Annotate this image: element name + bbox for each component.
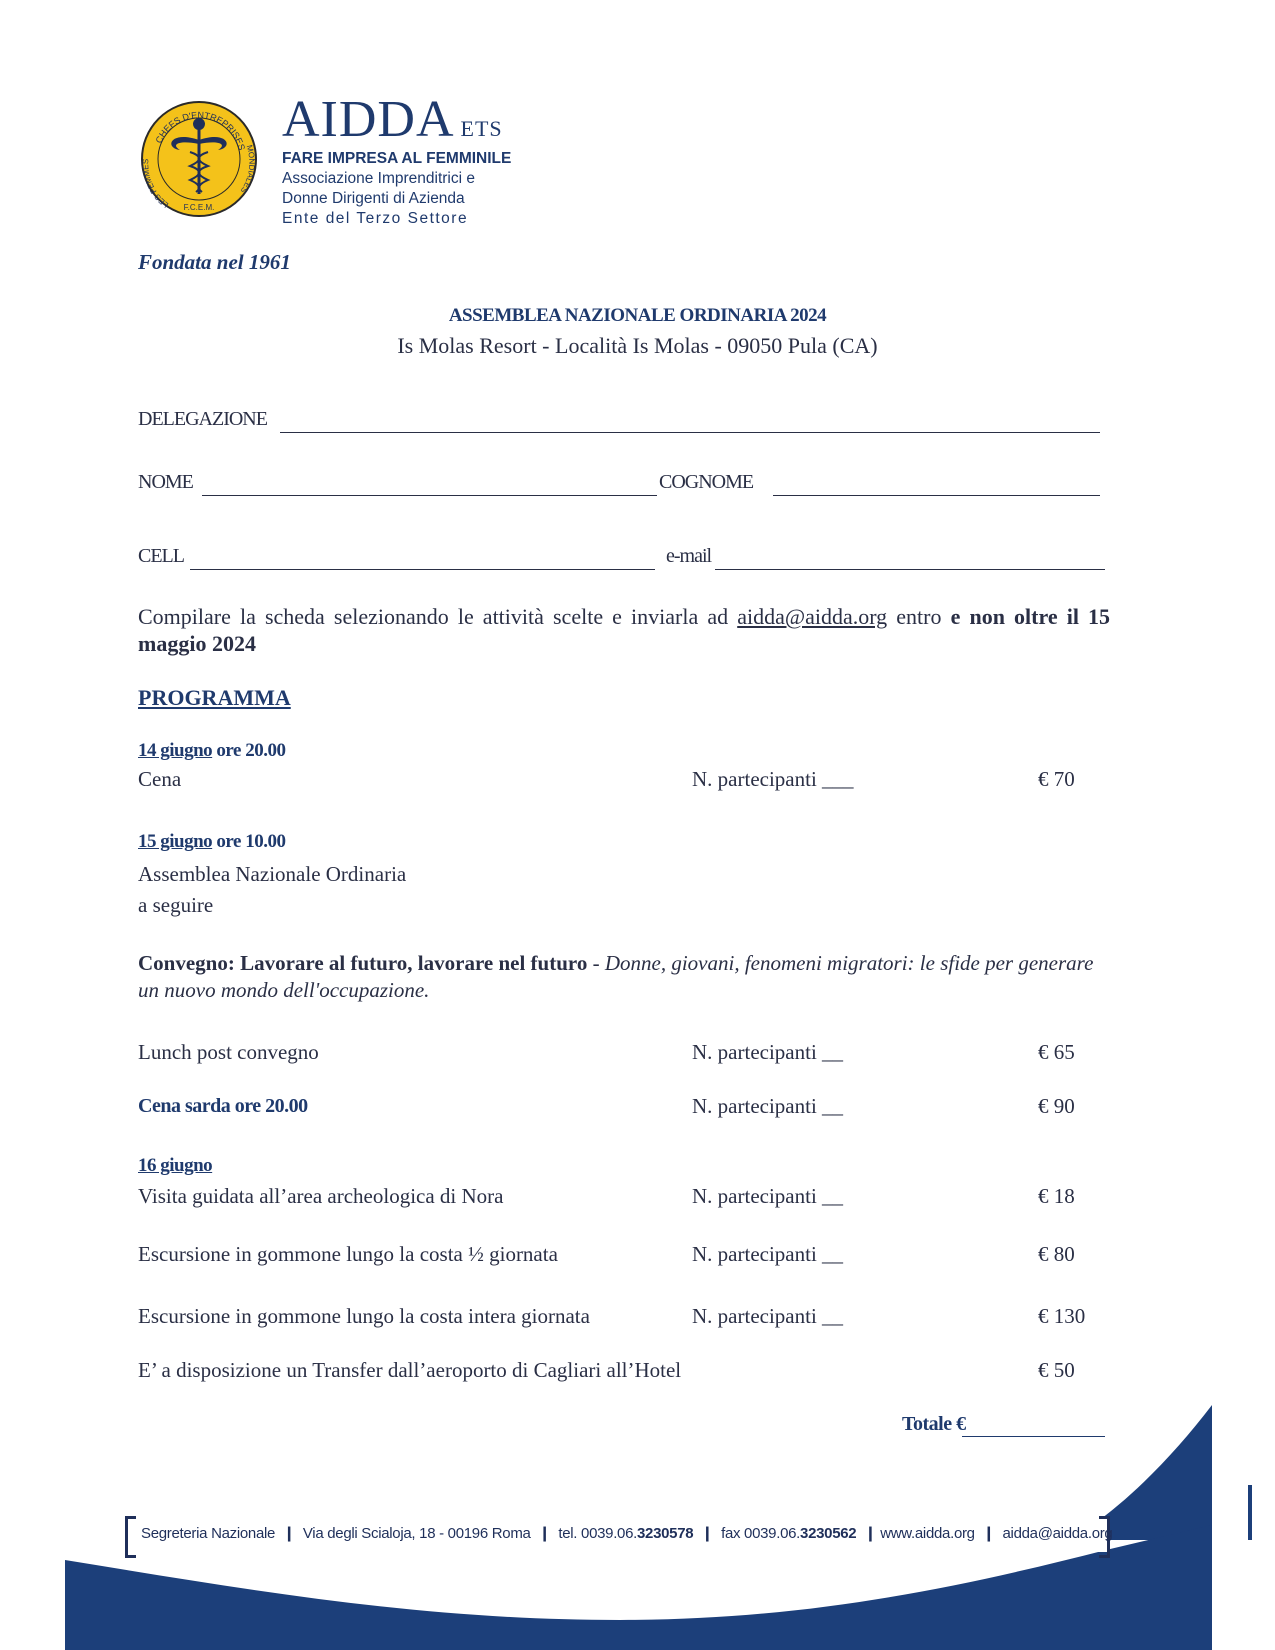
nome-field[interactable] [202,473,657,496]
programma-heading: PROGRAMMA [138,685,291,710]
item-transfer-price: € 50 [1038,1358,1075,1382]
convegno-title: Convegno: Lavorare al futuro, lavorare nel futuro [138,951,588,975]
brand-line-2: Donne Dirigenti di Azienda [282,190,465,207]
assembly-text: Assemblea Nazionale Ordinaria [138,862,407,886]
day1-date: 14 giugno [138,740,213,761]
participants-label: N. partecipanti [692,1040,817,1064]
footer-bracket-left [125,1516,136,1558]
cell-label: CELL [138,545,184,567]
nome-label: NOME [138,471,193,493]
day2-heading [138,831,285,853]
participants-blank: __ [822,1242,844,1266]
email-field[interactable] [715,547,1105,570]
footer-contact-line [141,1524,1112,1542]
footer-tel-prefix: tel. 0039.06. [558,1525,638,1542]
day2-date: 15 giugno [138,831,213,852]
item-cena-name: Cena [138,767,182,791]
instructions-paragraph [138,603,1110,657]
item-nora-participants[interactable] [692,1184,843,1209]
item-cena-sarda-name: Cena sarda ore 20.00 [138,1095,308,1117]
founded-text: Fondata nel 1961 [138,250,291,274]
item-gommone-half-participants[interactable] [692,1242,843,1267]
footer-contact-bar [125,1516,1113,1552]
brand-line-3: Ente del Terzo Settore [282,210,469,227]
instructions-text-2: entro [896,604,942,629]
seal-text-top: CHEFS D'ENTREPRISES [153,109,247,152]
day1-heading [138,740,285,762]
footer-fax-number: 3230562 [800,1525,857,1542]
item-gommone-full-participants[interactable] [692,1304,843,1329]
cognome-field[interactable] [773,473,1100,496]
day2-time: ore 10.00 [216,831,286,852]
footer-separator: ❙ [978,1525,999,1542]
item-lunch-price: € 65 [1038,1040,1075,1064]
footer-website[interactable]: www.aidda.org [880,1525,975,1542]
participants-blank: __ [822,1040,844,1064]
brand-name [282,90,503,149]
participants-label: N. partecipanti [692,767,817,791]
cognome-label: COGNOME [659,471,754,493]
brand-suffix: ETS [460,116,503,141]
participants-blank: ___ [822,767,854,791]
footer-address: Via degli Scialoja, 18 - 00196 Roma [302,1525,531,1542]
footer-separator: ❙ [534,1525,555,1542]
seal-text-bottom: F.C.E.M. [183,203,215,212]
item-cena-sarda-price: € 90 [1038,1094,1075,1118]
footer-separator: ❙ [278,1525,299,1542]
item-gommone-half-name: Escursione in gommone lungo la costa ½ giornata [138,1242,558,1266]
participants-blank: __ [822,1184,844,1208]
brand-name-text: AIDDA [282,91,455,148]
a-seguire-text: a seguire [138,893,214,917]
totale-label: Totale € [902,1413,966,1435]
seal-text-left: LES FEMMES [141,158,171,210]
item-cena-price: € 70 [1038,767,1075,791]
page-title: ASSEMBLEA NAZIONALE ORDINARIA 2024 [448,305,827,326]
instructions-text-1: Compilare la scheda selezionando le attività scelte e inviarla ad [138,604,729,629]
footer-separator: ❙ [697,1525,718,1542]
convegno-subtitle: - Donne, giovani, fenomeni migratori: le sfide per generare un nuovo mondo dell'occupazione. [138,951,1094,1002]
participants-label: N. partecipanti [692,1094,817,1118]
item-cena-participants[interactable] [692,767,854,792]
brand-line-1: Associazione Imprenditrici e [282,170,475,187]
footer-email[interactable]: aidda@aidda.org [1002,1525,1113,1542]
email-label: e-mail [666,545,712,567]
seal-text-right: MONDIALES [238,144,257,195]
item-gommone-half-price: € 80 [1038,1242,1075,1266]
item-transfer-name: E’ a disposizione un Transfer dall’aeroporto di Cagliari all’Hotel [138,1358,682,1382]
cell-field[interactable] [190,547,655,570]
delegazione-field[interactable] [280,410,1100,433]
footer-separator: ❙ [860,1525,877,1542]
event-location: Is Molas Resort - Località Is Molas - 09050 Pula (CA) [397,333,878,358]
aidda-seal-logo [140,100,258,218]
item-gommone-full-price: € 130 [1038,1304,1086,1328]
item-lunch-name: Lunch post convegno [138,1040,319,1064]
participants-blank: __ [822,1304,844,1328]
instructions-email-link[interactable]: aidda@aidda.org [737,604,888,629]
convegno-paragraph [138,950,1098,1004]
day1-time: ore 20.00 [216,740,286,761]
participants-label: N. partecipanti [692,1242,817,1266]
day3-date: 16 giugno [138,1155,213,1176]
participants-blank: __ [822,1094,844,1118]
instructions-deadline: e non oltre il 15 maggio 2024 [138,604,1111,656]
item-lunch-participants[interactable] [692,1040,843,1065]
participants-label: N. partecipanti [692,1184,817,1208]
footer-segreteria: Segreteria Nazionale [141,1525,276,1542]
brand-tagline: FARE IMPRESA AL FEMMINILE [282,150,512,167]
participants-label: N. partecipanti [692,1304,817,1328]
delegazione-label: DELEGAZIONE [138,408,267,430]
item-gommone-full-name: Escursione in gommone lungo la costa intera giornata [138,1304,590,1328]
item-nora-name: Visita guidata all’area archeologica di Nora [138,1184,504,1208]
item-cena-sarda-participants[interactable] [692,1094,843,1119]
footer-tel-number: 3230578 [637,1525,694,1542]
footer-fax-prefix: fax 0039.06. [721,1525,801,1542]
item-nora-price: € 18 [1038,1184,1075,1208]
